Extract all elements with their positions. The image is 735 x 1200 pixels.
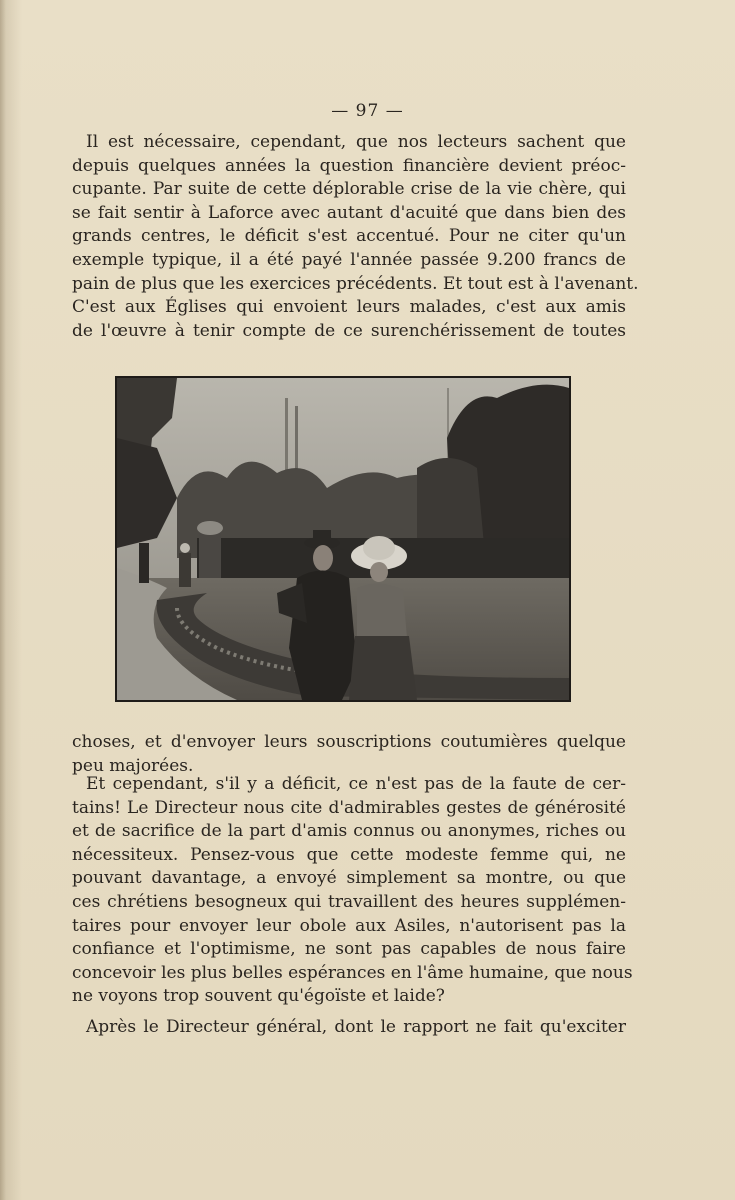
text-line: confiance et l'optimisme, ne sont pas capables de nous faire <box>72 939 626 960</box>
text-line: nécessiteux. Pensez-vous que cette modeste femme qui, ne <box>72 844 626 865</box>
text-line: exemple typique, il a été payé l'année passée 9.200 francs de <box>72 249 626 270</box>
page-number: — 97 — <box>331 101 404 121</box>
text-line: pouvant davantage, a envoyé simplement sa montre, ou que <box>72 868 626 889</box>
text-line: choses, et d'envoyer leurs souscriptions coutumières quelque <box>72 732 626 752</box>
paragraph-generosity <box>72 773 633 1009</box>
text-line: se fait sentir à Laforce avec autant d'acuité que dans bien des <box>72 202 626 223</box>
text-line: et de sacrifice de la part d'amis connus ou anonymes, riches ou <box>72 821 626 842</box>
text-line: depuis quelques années la question financière devient préoc- <box>72 155 626 176</box>
text-line: taires pour envoyer leur obole aux Asiles, n'autorisent pas la <box>72 915 626 936</box>
text-line: pain de plus que les exercices précédents. Et tout est à l'avenant. <box>72 273 639 294</box>
photograph-garden-couple <box>115 376 571 702</box>
paragraph-financial-question-continued <box>72 731 626 778</box>
text-line: grands centres, le déficit s'est accentué. Pour ne citer qu'un <box>72 226 626 247</box>
text-line: Il est nécessaire, cependant, que nos lecteurs sachent que <box>86 132 626 152</box>
paragraph-financial-question <box>72 131 639 343</box>
photo-illustration <box>117 378 569 700</box>
text-line: de l'œuvre à tenir compte de ce surenchérissement de toutes <box>72 320 626 341</box>
text-line: Et cependant, s'il y a déficit, ce n'est pas de la faute de cer- <box>86 774 626 794</box>
text-line: ces chrétiens besogneux qui travaillent des heures supplémen- <box>72 891 626 912</box>
text-line: cupante. Par suite de cette déplorable crise de la vie chère, qui <box>72 179 626 200</box>
text-line: concevoir les plus belles espérances en l'âme humaine, que nous <box>72 962 633 983</box>
text-line: peu majorées. <box>72 755 194 776</box>
text-line: tains! Le Directeur nous cite d'admirables gestes de générosité <box>72 797 626 818</box>
paragraph-director-general <box>72 1016 626 1040</box>
text-line: C'est aux Églises qui envoient leurs malades, c'est aux amis <box>72 297 626 318</box>
text-line: Après le Directeur général, dont le rapport ne fait qu'exciter <box>86 1017 626 1037</box>
text-line: ne voyons trop souvent qu'égoïste et laide? <box>72 986 445 1007</box>
